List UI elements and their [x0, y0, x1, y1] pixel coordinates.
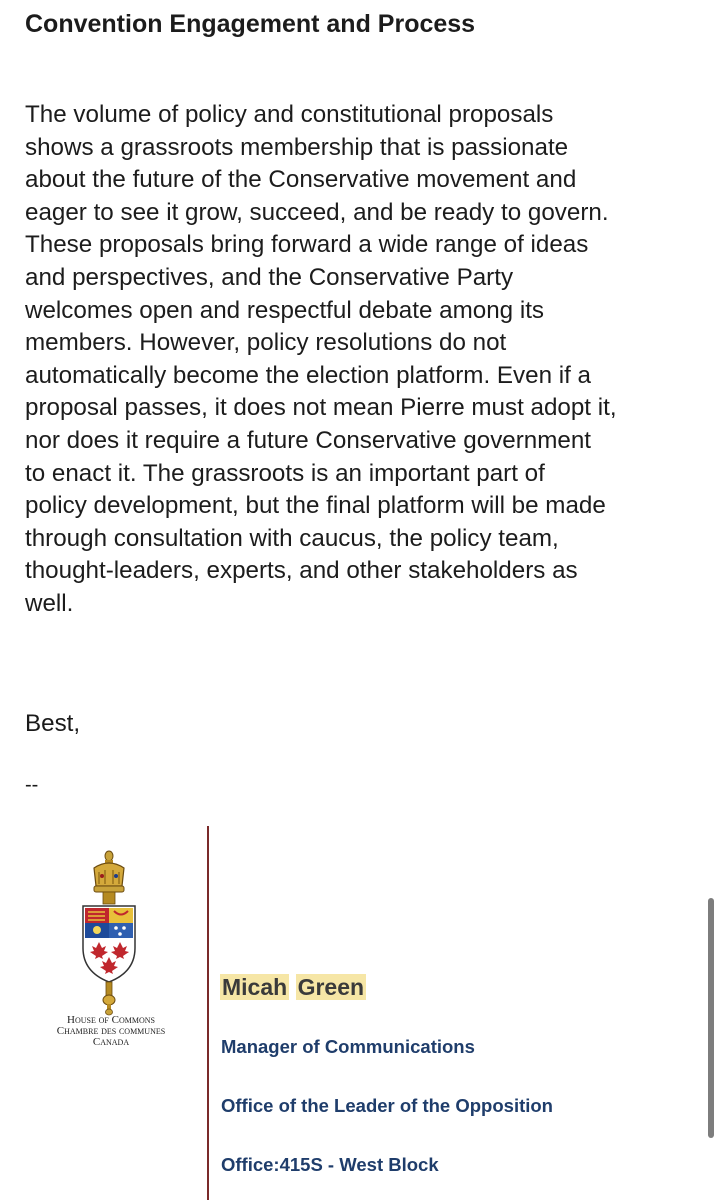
vertical-scrollbar[interactable]: [708, 898, 714, 1138]
body-line: welcomes open and respectful debate among its: [25, 296, 545, 324]
signature-title: Manager of Communications: [221, 1036, 475, 1057]
body-line: to enact it. The grassroots is an important part of: [25, 459, 545, 487]
body-line: These proposals bring forward a wide range of ideas: [25, 231, 589, 259]
wordmark-line-french: Chambre des communes: [56, 1025, 166, 1037]
signature-office: Office of the Leader of the Opposition: [221, 1095, 553, 1116]
body-line: policy development, but the final platform will be made: [25, 492, 606, 520]
signature-last-name: Green: [297, 974, 365, 1000]
body-line: nor does it require a future Conservative government: [25, 426, 592, 454]
house-of-commons-wordmark: [40, 1015, 182, 1048]
body-paragraph: [25, 99, 705, 621]
body-line: The volume of policy and constitutional proposals: [25, 101, 554, 128]
signature-name: [220, 972, 366, 1002]
house-of-commons-crest-icon: [72, 848, 146, 1016]
closing-salutation: Best,: [25, 710, 81, 737]
signature-divider: [207, 826, 209, 1200]
body-line: through consultation with caucus, the policy team,: [25, 524, 559, 552]
signature-location: Office:415S - West Block: [221, 1154, 439, 1175]
signature-separator: --: [25, 774, 39, 796]
body-line: eager to see it grow, succeed, and be ready to govern.: [25, 198, 609, 226]
body-line: proposal passes, it does not mean Pierre must adopt it,: [25, 394, 617, 422]
body-line: members. However, policy resolutions do not: [25, 329, 507, 357]
wordmark-line-country: Canada: [92, 1036, 130, 1048]
body-line: well.: [25, 589, 74, 617]
body-line: shows a grassroots membership that is passionate: [25, 133, 569, 161]
body-line: automatically become the election platform. Even if a: [25, 361, 592, 389]
body-line: thought-leaders, experts, and other stakeholders as: [25, 557, 578, 585]
body-line: about the future of the Conservative movement and: [25, 166, 577, 194]
section-heading: Convention Engagement and Process: [25, 10, 476, 38]
body-line: and perspectives, and the Conservative Party: [25, 263, 514, 291]
signature-first-name: Micah: [222, 974, 288, 1000]
wordmark-line-english: House of Commons: [67, 1014, 155, 1026]
